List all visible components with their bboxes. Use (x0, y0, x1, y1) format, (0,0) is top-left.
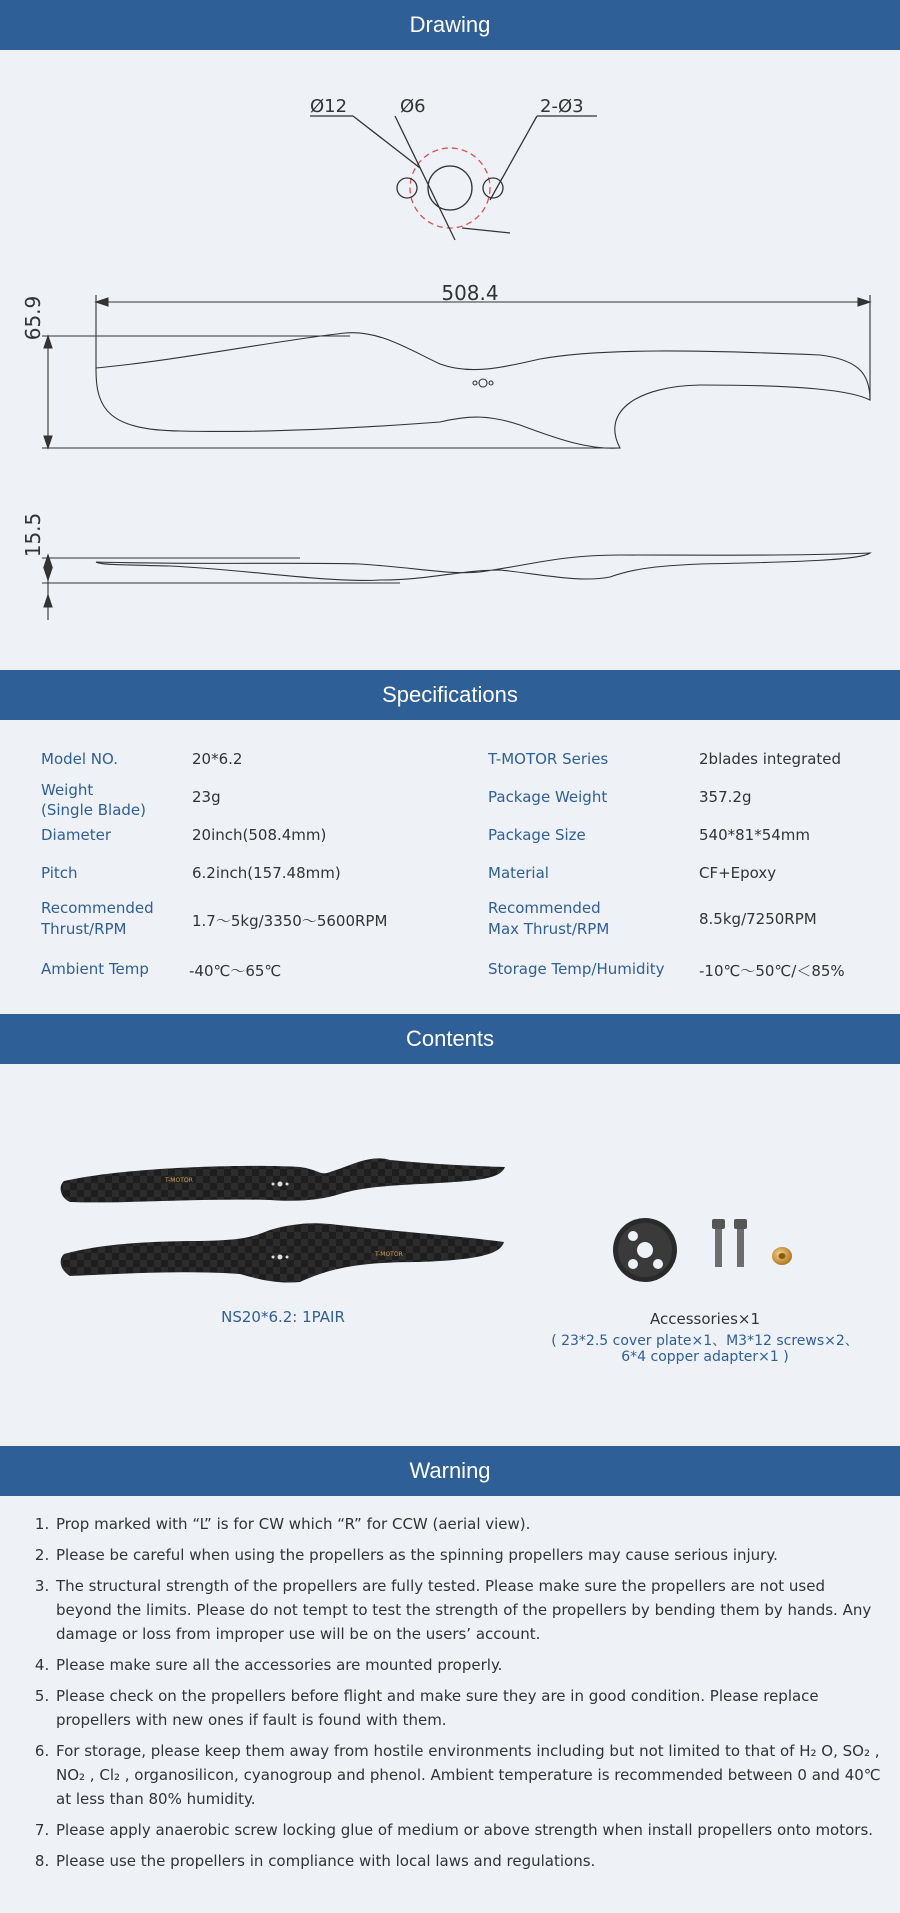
propeller-1-brand-mark: T-MOTOR (165, 1177, 193, 1184)
spec-label-package-weight: Package Weight (488, 788, 608, 806)
propellers-caption: NS20*6.2: 1PAIR (221, 1308, 345, 1326)
propeller-image-1 (61, 1158, 505, 1202)
contents-title: Contents (405, 1026, 495, 1051)
warning-item: 3. The structural strength of the propellers are fully tested. Please make sure the propellers are not used beyond the limits. Please do not tempt to test the strength of the propellers by bending them by hands. Any damage or loss from improper use will be on the users’ account. (54, 1574, 884, 1646)
thickness-dimension: 15.5 (21, 512, 45, 558)
hub-holes-label: 2-Ø3 (540, 96, 584, 117)
warning-item: 1. Prop marked with “L” is for CW which “R” for CCW (aerial view). (54, 1512, 884, 1536)
spec-value-max-thrust: 8.5kg/7250RPM (699, 910, 817, 928)
spec-label-ambient-temp: Ambient Temp (41, 960, 149, 978)
spec-label-material: Material (488, 864, 549, 882)
spec-label-diameter: Diameter (41, 826, 112, 844)
length-dimension: 508.4 (441, 281, 499, 305)
warning-item: 2. Please be careful when using the propellers as the spinning propellers may cause serious injury. (54, 1543, 884, 1567)
accessories-detail-line1: ( 23*2.5 cover plate×1、M3*12 screws×2、 (551, 1333, 859, 1349)
spec-label-pitch: Pitch (41, 864, 78, 882)
spec-value-thrust: 1.7～5kg/3350～5600RPM (192, 912, 388, 930)
spec-label-storage: Storage Temp/Humidity (488, 960, 665, 978)
screws-image (712, 1219, 747, 1267)
spec-label-series: T-MOTOR Series (488, 750, 609, 768)
spec-value-pitch: 6.2inch(157.48mm) (192, 864, 341, 882)
drawing-title: Drawing (409, 12, 491, 37)
warning-item: 6. For storage, please keep them away from hostile environments including but not limited to that of H₂ O, SO₂ , NO₂ , Cl₂ , organosilicon, cyanogroup and phenol. Ambient temperature is recommended between 0 and 40℃ at less than 80% humidity. (54, 1739, 884, 1811)
specifications-header (0, 670, 900, 720)
hub-detail (310, 116, 597, 240)
propeller-image-2 (61, 1223, 504, 1282)
blade-side-view (42, 553, 870, 620)
spec-label-model: Model NO. (41, 750, 118, 768)
spec-value-material: CF+Epoxy (699, 864, 777, 882)
spec-label-weight: Weight (Single Blade) (41, 781, 146, 819)
copper-adapter-image (772, 1247, 792, 1265)
hub-hole-left (397, 178, 417, 198)
spec-value-diameter: 20inch(508.4mm) (192, 826, 327, 844)
warning-item: 4. Please make sure all the accessories are mounted properly. (54, 1653, 884, 1677)
contents-illustration (0, 1064, 900, 1446)
warning-item: 7. Please apply anaerobic screw locking glue of medium or above strength when install propellers onto motors. (54, 1818, 884, 1842)
spec-value-model: 20*6.2 (192, 750, 243, 768)
hub-bolt-circle (410, 148, 490, 228)
spec-value-ambient-temp: -40℃～65℃ (189, 962, 282, 980)
cover-plate-image (613, 1218, 677, 1282)
warning-item: 5. Please check on the propellers before flight and make sure they are in good condition. Please replace propellers with new ones if fault is found with them. (54, 1684, 884, 1732)
spec-label-max-thrust: Recommended Max Thrust/RPM (488, 899, 610, 938)
specifications-title: Specifications (382, 682, 518, 707)
spec-value-storage: -10℃～50℃/＜85% (699, 962, 845, 980)
width-dimension: 65.9 (21, 295, 45, 341)
spec-value-package-size: 540*81*54mm (699, 826, 811, 844)
accessories-detail-line2: 6*4 copper adapter×1 ) (621, 1349, 789, 1365)
spec-value-weight: 23g (192, 788, 221, 806)
hub-inner-label: Ø6 (400, 96, 426, 117)
hub-outer-label: Ø12 (310, 96, 348, 117)
hub-center-hole (428, 166, 472, 210)
technical-drawing (0, 50, 900, 670)
spec-value-package-weight: 357.2g (699, 788, 752, 806)
warning-header (0, 1446, 900, 1496)
specifications-table (0, 720, 900, 1014)
propeller-2-brand-mark: T-MOTOR (375, 1251, 403, 1258)
spec-label-thrust: Recommended Thrust/RPM (41, 899, 154, 938)
contents-header (0, 1014, 900, 1064)
spec-label-package-size: Package Size (488, 826, 586, 844)
accessories-title: Accessories×1 (649, 1310, 761, 1328)
warning-item: 8. Please use the propellers in compliance with local laws and regulations. (54, 1849, 884, 1873)
blade-top-view (42, 295, 870, 448)
spec-value-series: 2blades integrated (699, 750, 842, 768)
warning-list (38, 1512, 884, 1880)
warning-title: Warning (409, 1458, 491, 1483)
drawing-header (0, 0, 900, 50)
